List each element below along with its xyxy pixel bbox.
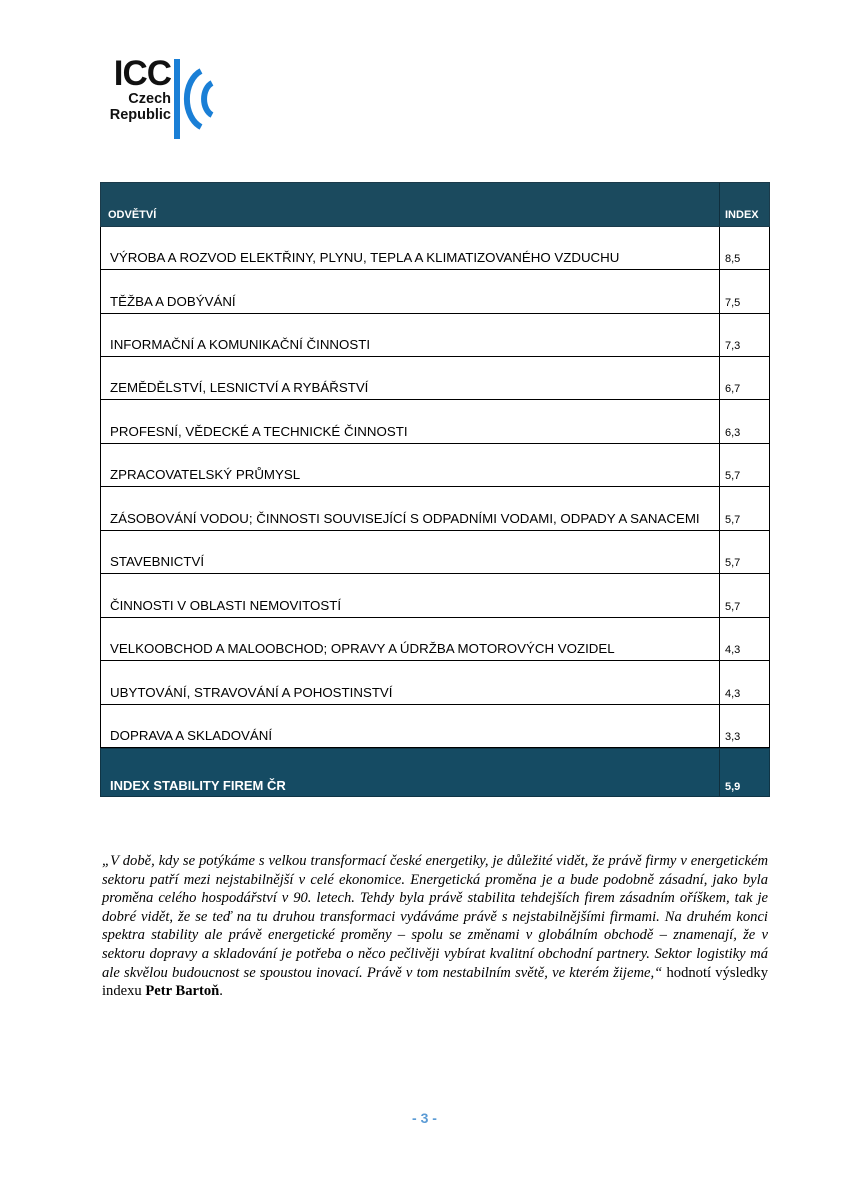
row-sector: ZPRACOVATELSKÝ PRŮMYSL xyxy=(110,467,301,482)
icc-czech-republic-logo xyxy=(98,54,228,141)
row-index: 5,7 xyxy=(725,601,741,613)
page-number: - 3 - xyxy=(412,1110,437,1126)
row-sector: ZEMĚDĚLSTVÍ, LESNICTVÍ A RYBÁŘSTVÍ xyxy=(110,380,369,395)
row-sector: PROFESNÍ, VĚDECKÉ A TECHNICKÉ ČINNOSTI xyxy=(110,424,408,439)
table-row xyxy=(100,618,770,661)
row-sector: INFORMAČNÍ A KOMUNIKAČNÍ ČINNOSTI xyxy=(110,337,371,352)
row-index: 8,5 xyxy=(725,253,741,265)
row-index: 6,3 xyxy=(725,427,741,439)
row-sector: UBYTOVÁNÍ, STRAVOVÁNÍ A POHOSTINSTVÍ xyxy=(110,685,393,700)
row-index: 7,5 xyxy=(725,297,741,309)
quote-text: „V době, kdy se potýkáme s velkou transformací české energetiky, je důležité vidět, že právě firmy v energetickém sektoru patří mezi nejstabilnější v celé ekonomice. Energetická proměna je a bude podobně zásadní, jako byla proměna celého hospodářství v 90. letech. Tehdy byla právě stabilita tehdejších firem zásadním oříškem, tak je dobré vidět, že se teď na tu druhou transformaci vydáváme právě s nejstabilnějšími firmami. Na druhém konci spektra stability ale právě energetické proměny – spolu se změnami v globálním obchodě – znamenají, že v sektoru dopravy a skladování je potřeba o něco pečlivěji vybírat kvalitní obchodní partnery. Sektor logistiky má ale skvělou budoucnost se spoustou inovací. Právě v tom nestabilním světě, ve kterém žijeme,“ xyxy=(102,853,768,981)
table-header xyxy=(100,182,770,227)
row-sector: STAVEBNICTVÍ xyxy=(110,554,205,569)
table-row xyxy=(100,705,770,748)
row-sector: VELKOOBCHOD A MALOOBCHOD; OPRAVY A ÚDRŽBA MOTOROVÝCH VOZIDEL xyxy=(110,641,615,656)
sector-index-table xyxy=(100,182,770,795)
table-row xyxy=(100,400,770,444)
row-index: 7,3 xyxy=(725,340,741,352)
table-row xyxy=(100,314,770,357)
table-total-row xyxy=(100,748,770,797)
quote-author: Petr Bartoň xyxy=(145,983,220,1000)
row-sector: DOPRAVA A SKLADOVÁNÍ xyxy=(110,728,273,743)
row-sector: ČINNOSTI V OBLASTI NEMOVITOSTÍ xyxy=(110,598,342,613)
row-index: 4,3 xyxy=(725,644,741,656)
table-row xyxy=(100,487,770,531)
total-value: 5,9 xyxy=(725,781,741,793)
table-row xyxy=(100,531,770,574)
logo-icc: ICC xyxy=(113,54,171,93)
quote-end: . xyxy=(219,983,223,1000)
table-row xyxy=(100,270,770,314)
icc-wave-icon xyxy=(174,59,218,139)
row-index: 5,7 xyxy=(725,514,741,526)
row-sector: VÝROBA A ROZVOD ELEKTŘINY, PLYNU, TEPLA A KLIMATIZOVANÉHO VZDUCHU xyxy=(110,250,620,265)
logo-czech: Czech xyxy=(128,91,171,107)
row-index: 4,3 xyxy=(725,688,741,700)
quote-paragraph xyxy=(102,852,768,1001)
total-label: INDEX STABILITY FIREM ČR xyxy=(110,778,286,793)
table-row xyxy=(100,357,770,400)
table-row xyxy=(100,444,770,487)
table-row xyxy=(100,574,770,618)
row-index: 3,3 xyxy=(725,731,741,743)
row-sector: TĚŽBA A DOBÝVÁNÍ xyxy=(110,294,236,309)
row-sector: ZÁSOBOVÁNÍ VODOU; ČINNOSTI SOUVISEJÍCÍ S ODPADNÍMI VODAMI, ODPADY A SANACEMI xyxy=(110,511,700,526)
row-index: 5,7 xyxy=(725,557,741,569)
logo-text xyxy=(98,54,171,123)
row-index: 6,7 xyxy=(725,383,741,395)
logo-republic: Republic xyxy=(109,107,171,123)
header-index: INDEX xyxy=(725,209,759,221)
table-row xyxy=(100,661,770,705)
table-row xyxy=(100,227,770,270)
quote-attribution: hodnotí výsledky indexu xyxy=(102,964,768,1000)
row-index: 5,7 xyxy=(725,470,741,482)
header-sector: ODVĚTVÍ xyxy=(108,209,157,221)
